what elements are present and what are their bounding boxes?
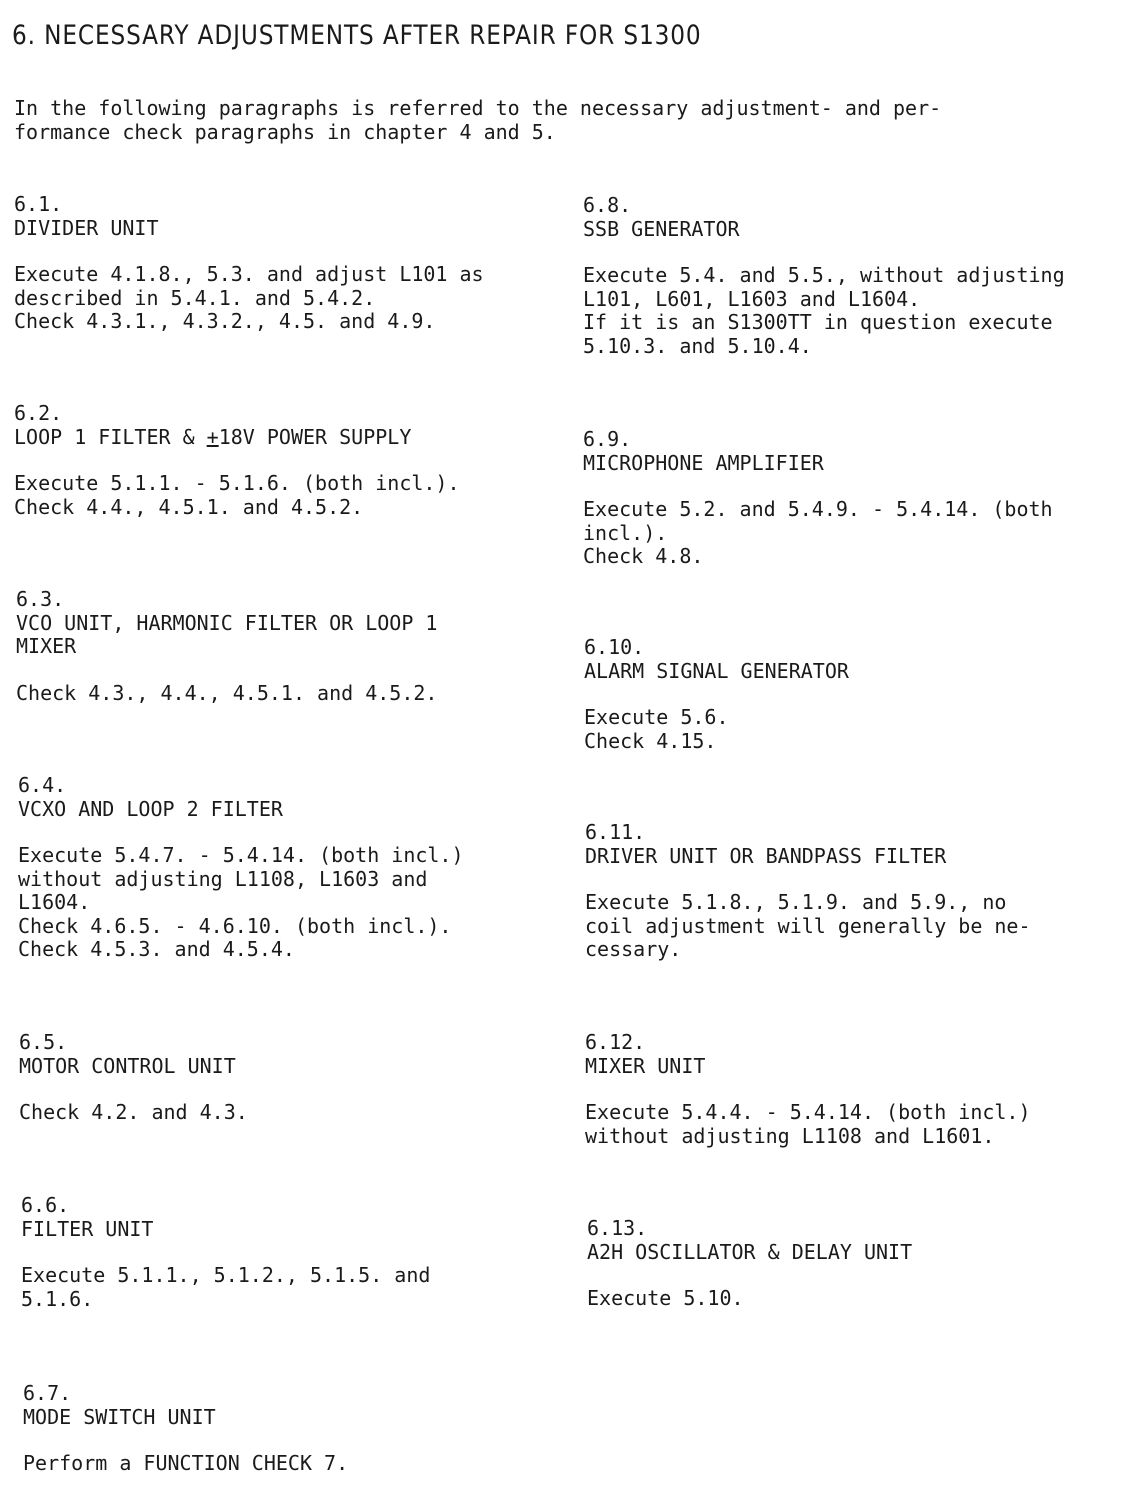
section-heading-line-1: VCO UNIT, HARMONIC FILTER OR LOOP 1 xyxy=(16,610,438,635)
section-6-10 xyxy=(584,636,1124,753)
section-body: Execute 5.2. and 5.4.9. - 5.4.14. (both incl.). Check 4.8. xyxy=(583,497,1053,568)
section-6-3 xyxy=(16,588,556,705)
section-number: 6.4. xyxy=(18,773,67,797)
section-6-8 xyxy=(583,194,1123,358)
section-6-12 xyxy=(585,1031,1125,1148)
section-6-1 xyxy=(14,193,554,334)
section-body: Execute 4.1.8., 5.3. and adjust L101 as described in 5.4.1. and 5.4.2. Check 4.3.1., 4.3.2., 4.5. and 4.9. xyxy=(14,262,484,333)
section-6-7 xyxy=(23,1382,563,1476)
section-6-6 xyxy=(21,1194,561,1311)
section-body: Execute 5.1.1. - 5.1.6. (both incl.). Check 4.4., 4.5.1. and 4.5.2. xyxy=(14,471,460,519)
section-body: Execute 5.6. Check 4.15. xyxy=(584,705,729,753)
section-number: 6.7. xyxy=(23,1381,72,1405)
section-heading: MIXER UNIT xyxy=(585,1053,706,1078)
section-heading: DIVIDER UNIT xyxy=(14,215,159,240)
section-heading: MODE SWITCH UNIT xyxy=(23,1404,216,1429)
section-body: Execute 5.1.8., 5.1.9. and 5.9., no coil adjustment will generally be ne- cessary. xyxy=(585,890,1031,961)
section-body: Execute 5.1.1., 5.1.2., 5.1.5. and 5.1.6. xyxy=(21,1263,431,1311)
section-number: 6.5. xyxy=(19,1030,68,1054)
section-6-2 xyxy=(14,402,554,519)
plus-minus-sign: + xyxy=(206,424,219,449)
section-heading: MOTOR CONTROL UNIT xyxy=(19,1053,236,1078)
section-number: 6.12. xyxy=(585,1030,646,1054)
section-body: Check 4.2. and 4.3. xyxy=(19,1100,248,1124)
section-heading: SSB GENERATOR xyxy=(583,216,740,241)
section-6-13 xyxy=(587,1217,1127,1311)
section-heading xyxy=(14,426,554,450)
section-body: Execute 5.4. and 5.5., without adjusting L101, L601, L1603 and L1604. If it is an S1300TT in question execute 5.10.3. and 5.10.4. xyxy=(583,263,1065,358)
intro-paragraph: In the following paragraphs is referred to the necessary adjustment- and per- formance check paragraphs in chapter 4 and 5. xyxy=(14,96,942,144)
section-number: 6.8. xyxy=(583,193,632,217)
section-heading: VCXO AND LOOP 2 FILTER xyxy=(18,796,283,821)
section-number: 6.1. xyxy=(14,192,63,216)
section-6-9 xyxy=(583,428,1123,569)
section-number: 6.3. xyxy=(16,587,65,611)
section-number: 6.6. xyxy=(21,1193,70,1217)
section-body: Execute 5.4.4. - 5.4.14. (both incl.) without adjusting L1108 and L1601. xyxy=(585,1100,1031,1148)
section-body: Execute 5.4.7. - 5.4.14. (both incl.) without adjusting L1108, L1603 and L1604. Check 4.6.5. - 4.6.10. (both incl.). Check 4.5.3. and 4.5.4. xyxy=(18,843,464,961)
section-heading: DRIVER UNIT OR BANDPASS FILTER xyxy=(585,843,947,868)
section-heading: A2H OSCILLATOR & DELAY UNIT xyxy=(587,1239,913,1264)
section-number: 6.9. xyxy=(583,427,632,451)
heading-text: 18V POWER SUPPLY xyxy=(218,424,412,449)
section-body: Check 4.3., 4.4., 4.5.1. and 4.5.2. xyxy=(16,680,438,705)
section-number: 6.11. xyxy=(585,820,646,844)
section-number: 6.2. xyxy=(14,401,63,425)
section-6-11 xyxy=(585,821,1125,962)
section-heading: FILTER UNIT xyxy=(21,1216,154,1241)
section-heading: MICROPHONE AMPLIFIER xyxy=(583,450,824,475)
section-heading: ALARM SIGNAL GENERATOR xyxy=(584,658,849,683)
section-number: 6.10. xyxy=(584,635,645,659)
section-number: 6.13. xyxy=(587,1216,648,1240)
section-6-5 xyxy=(19,1031,559,1125)
page-title: 6. NECESSARY ADJUSTMENTS AFTER REPAIR FOR S1300 xyxy=(12,20,702,51)
section-6-4 xyxy=(18,774,558,962)
heading-text: LOOP 1 FILTER & xyxy=(14,424,207,449)
section-heading-line-2: MIXER xyxy=(16,634,77,658)
section-body: Perform a FUNCTION CHECK 7. xyxy=(23,1451,349,1475)
section-body: Execute 5.10. xyxy=(587,1286,744,1310)
